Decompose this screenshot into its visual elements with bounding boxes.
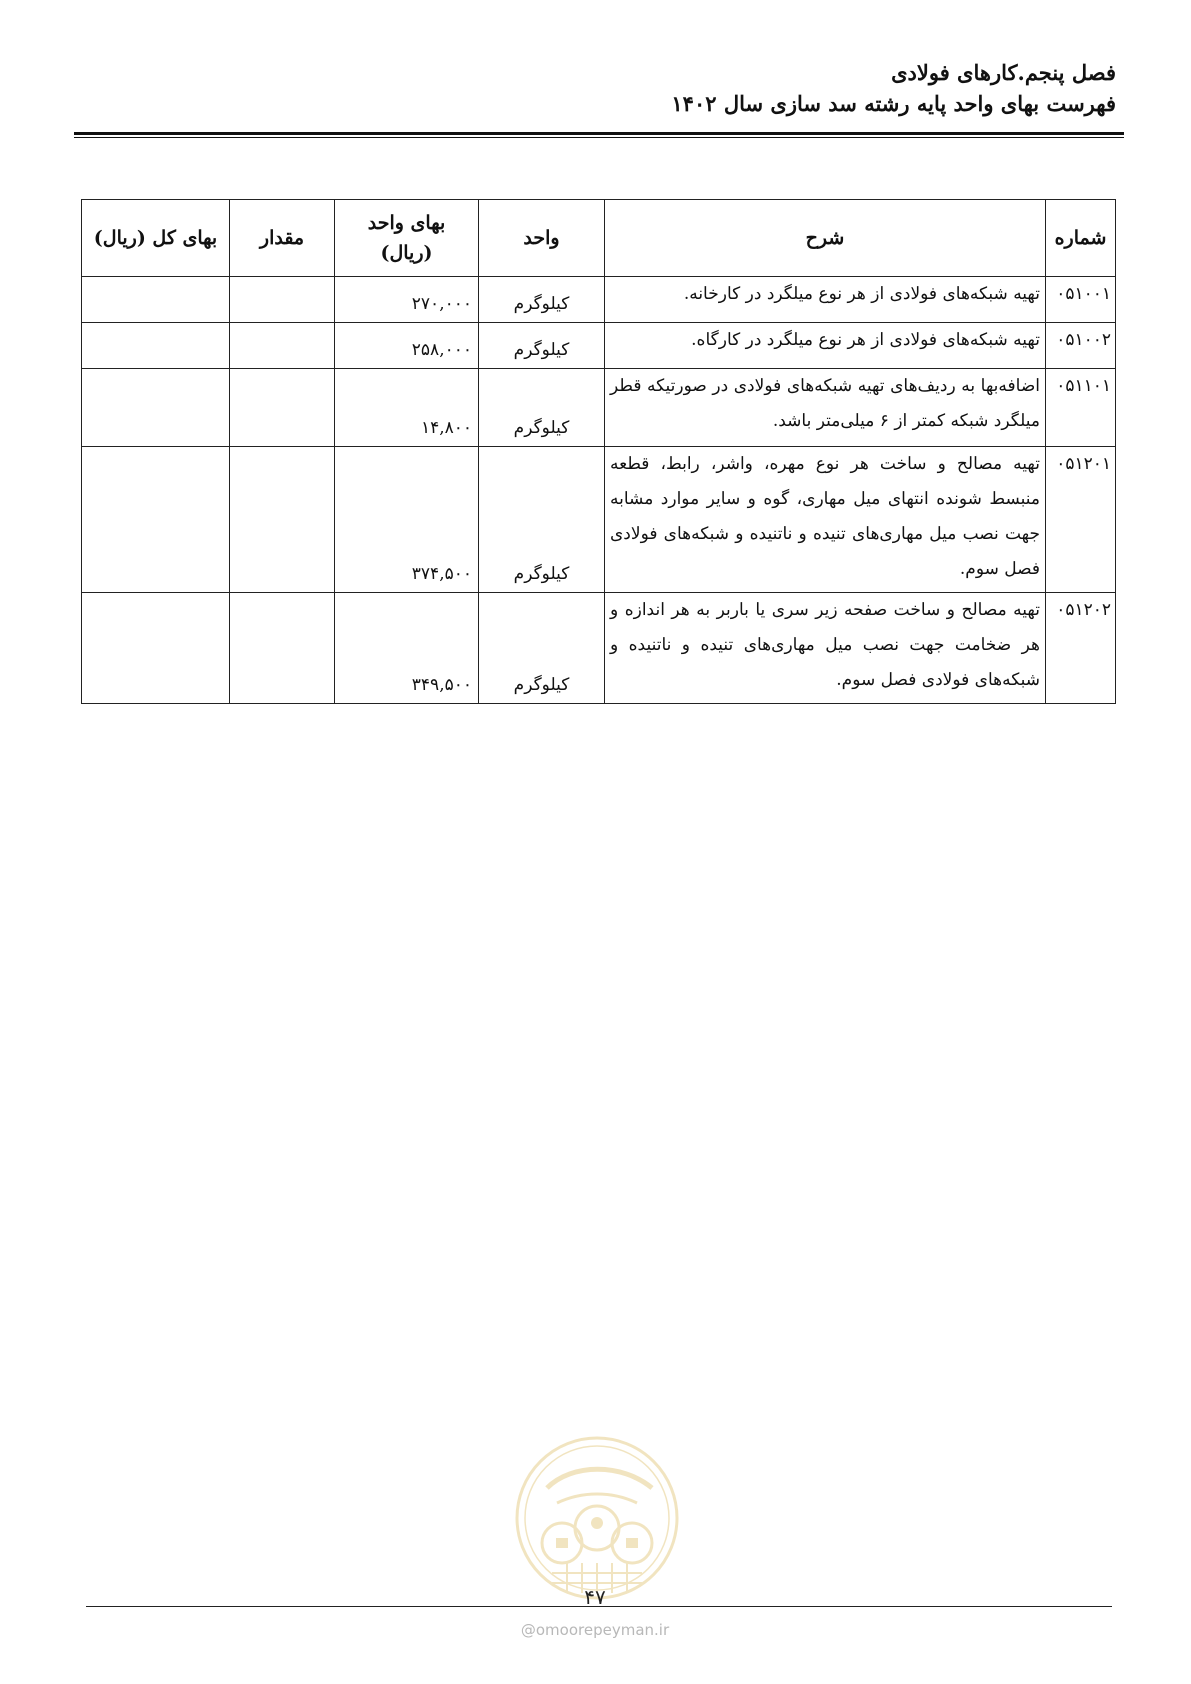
- row-unit-price: ۲۵۸,۰۰۰: [335, 323, 479, 369]
- row-description: تهیه مصالح و ساخت صفحه زیر سری یا باربر به هر اندازه و هر ضخامت جهت نصب میل مهاری‌های تنیده و ناتنیده و شبکه‌های فولادی فصل سوم.: [605, 593, 1046, 704]
- table-row: [82, 447, 1116, 593]
- header-total-price: بهای کل (ریال): [82, 200, 230, 277]
- row-unit: کیلوگرم: [479, 277, 605, 323]
- row-unit-price: ۳۷۴,۵۰۰: [335, 447, 479, 593]
- row-quantity: [230, 593, 335, 704]
- price-table: [81, 199, 1116, 704]
- row-quantity: [230, 369, 335, 447]
- table-row: [82, 593, 1116, 704]
- row-total: [82, 277, 230, 323]
- page-number: ۴۷: [584, 1585, 606, 1609]
- table-row: [82, 369, 1116, 447]
- header-code: شماره: [1046, 200, 1116, 277]
- row-quantity: [230, 323, 335, 369]
- header-quantity: مقدار: [230, 200, 335, 277]
- row-quantity: [230, 277, 335, 323]
- header-description: شرح: [605, 200, 1046, 277]
- row-total: [82, 447, 230, 593]
- document-title: فهرست بهای واحد پایه رشته سد سازی سال ۱۴۰۲: [671, 91, 1116, 116]
- row-unit: کیلوگرم: [479, 593, 605, 704]
- row-unit-price: ۲۷۰,۰۰۰: [335, 277, 479, 323]
- table-row: [82, 323, 1116, 369]
- chapter-title: فصل پنجم.کارهای فولادی: [891, 60, 1116, 85]
- table-row: [82, 277, 1116, 323]
- row-total: [82, 369, 230, 447]
- page-header: [66, 58, 1116, 120]
- row-description: تهیه مصالح و ساخت هر نوع مهره، واشر، رابط، قطعه منبسط شونده انتهای میل مهاری، گوه و سایر موارد مشابه جهت نصب میل مهاری‌های تنیده و ناتنیده و شبکه‌های فولادی فصل سوم.: [605, 447, 1046, 593]
- row-code: ۰۵۱۱۰۱: [1046, 369, 1116, 447]
- row-description: تهیه شبکه‌های فولادی از هر نوع میلگرد در کارگاه.: [605, 323, 1046, 369]
- row-code: ۰۵۱۰۰۲: [1046, 323, 1116, 369]
- website-watermark: @omoorepeyman.ir: [520, 1621, 670, 1639]
- row-code: ۰۵۱۲۰۱: [1046, 447, 1116, 593]
- omoorepeyman-logo-icon: [512, 1433, 682, 1603]
- header-rule-thick: [74, 132, 1124, 135]
- row-unit: کیلوگرم: [479, 447, 605, 593]
- table-header-row: [82, 200, 1116, 277]
- header-unit-price-currency: (ریال): [380, 242, 433, 264]
- header-rule-thin: [74, 137, 1124, 138]
- row-total: [82, 593, 230, 704]
- row-description: تهیه شبکه‌های فولادی از هر نوع میلگرد در کارخانه.: [605, 277, 1046, 323]
- row-unit: کیلوگرم: [479, 323, 605, 369]
- row-total: [82, 323, 230, 369]
- row-quantity: [230, 447, 335, 593]
- header-unit-price-label: بهای واحد: [367, 212, 446, 234]
- header-unit-price: [335, 200, 479, 277]
- row-unit-price: ۳۴۹,۵۰۰: [335, 593, 479, 704]
- header-unit: واحد: [479, 200, 605, 277]
- row-unit-price: ۱۴,۸۰۰: [335, 369, 479, 447]
- row-code: ۰۵۱۲۰۲: [1046, 593, 1116, 704]
- row-description: اضافه‌بها به ردیف‌های تهیه شبکه‌های فولادی در صورتیکه قطر میلگرد شبکه کمتر از ۶ میلی‌متر باشد.: [605, 369, 1046, 447]
- row-code: ۰۵۱۰۰۱: [1046, 277, 1116, 323]
- row-unit: کیلوگرم: [479, 369, 605, 447]
